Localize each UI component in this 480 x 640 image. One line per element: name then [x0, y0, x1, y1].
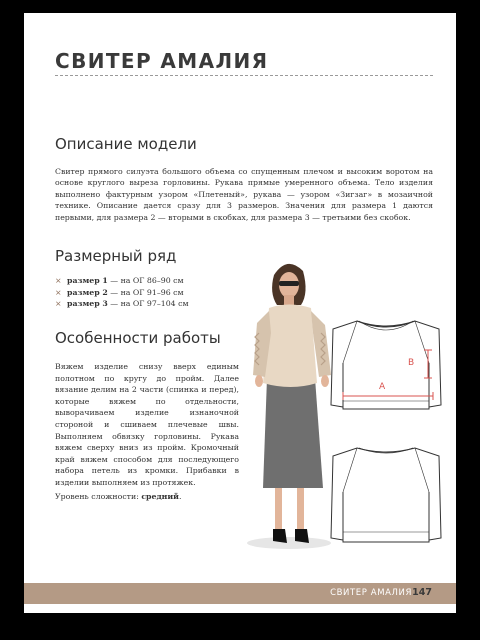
dimension-line-a — [342, 392, 434, 400]
description-heading: Описание модели — [55, 135, 197, 153]
book-page — [24, 13, 456, 613]
model-illustration — [229, 253, 345, 553]
work-heading: Особенности работы — [55, 329, 221, 347]
difficulty-level: Уровень сложности: средний. — [55, 492, 182, 501]
title-divider — [55, 75, 433, 76]
page-title: СВИТЕР АМАЛИЯ — [55, 49, 269, 73]
cross-bullet-icon: × — [55, 299, 62, 309]
dimension-line-b — [424, 349, 432, 379]
page-footer — [24, 583, 456, 604]
page-number: 147 — [412, 587, 432, 598]
sweater-schematic-back — [329, 440, 444, 550]
size-item: × размер 2 — на ОГ 91–96 см — [55, 287, 184, 297]
size-item: × размер 1 — на ОГ 86–90 см — [55, 276, 184, 285]
dimension-label-a: A — [379, 382, 386, 392]
cross-bullet-icon: × — [55, 276, 62, 285]
dimension-label-b: B — [408, 358, 415, 368]
size-item: × размер 3 — на ОГ 97–104 см — [55, 299, 189, 309]
sizes-heading: Размерный ряд — [55, 247, 177, 265]
cross-bullet-icon: × — [55, 287, 62, 297]
footer-title: СВИТЕР АМАЛИЯ — [330, 588, 412, 598]
work-text: Вяжем изделие снизу вверх единым полотном по кругу до пройм. Далее вязание делим на 2 части (спинка и перед), которые вяжем по отдельности, выворачиваем изделие изнаночной стороной и сшиваем плечевые швы. Выполняем обвязку горловины. Рукава вяжем сверху вниз из пройм. Кромочный край вяжем способом для последующего набора петель из кромки. Прибавки в изделии выполняем из протяжек. — [55, 362, 239, 487]
size-list — [55, 275, 189, 310]
description-text: Свитер прямого силуэта большого объема со спущенным плечом и высоким воротом на основе круглого выреза горловины. Рукава прямые умеренного объема. Тело изделия выполнено фактурным узором «Плетеный», рукава — узором «Зигзаг» в мозаичной технике. Описание дается сразу для 3 размеров. Значения для размера 1 даются первыми, для размера 2 — вторыми в скобках, для размера 3 — третьими без скобок. — [55, 167, 433, 222]
